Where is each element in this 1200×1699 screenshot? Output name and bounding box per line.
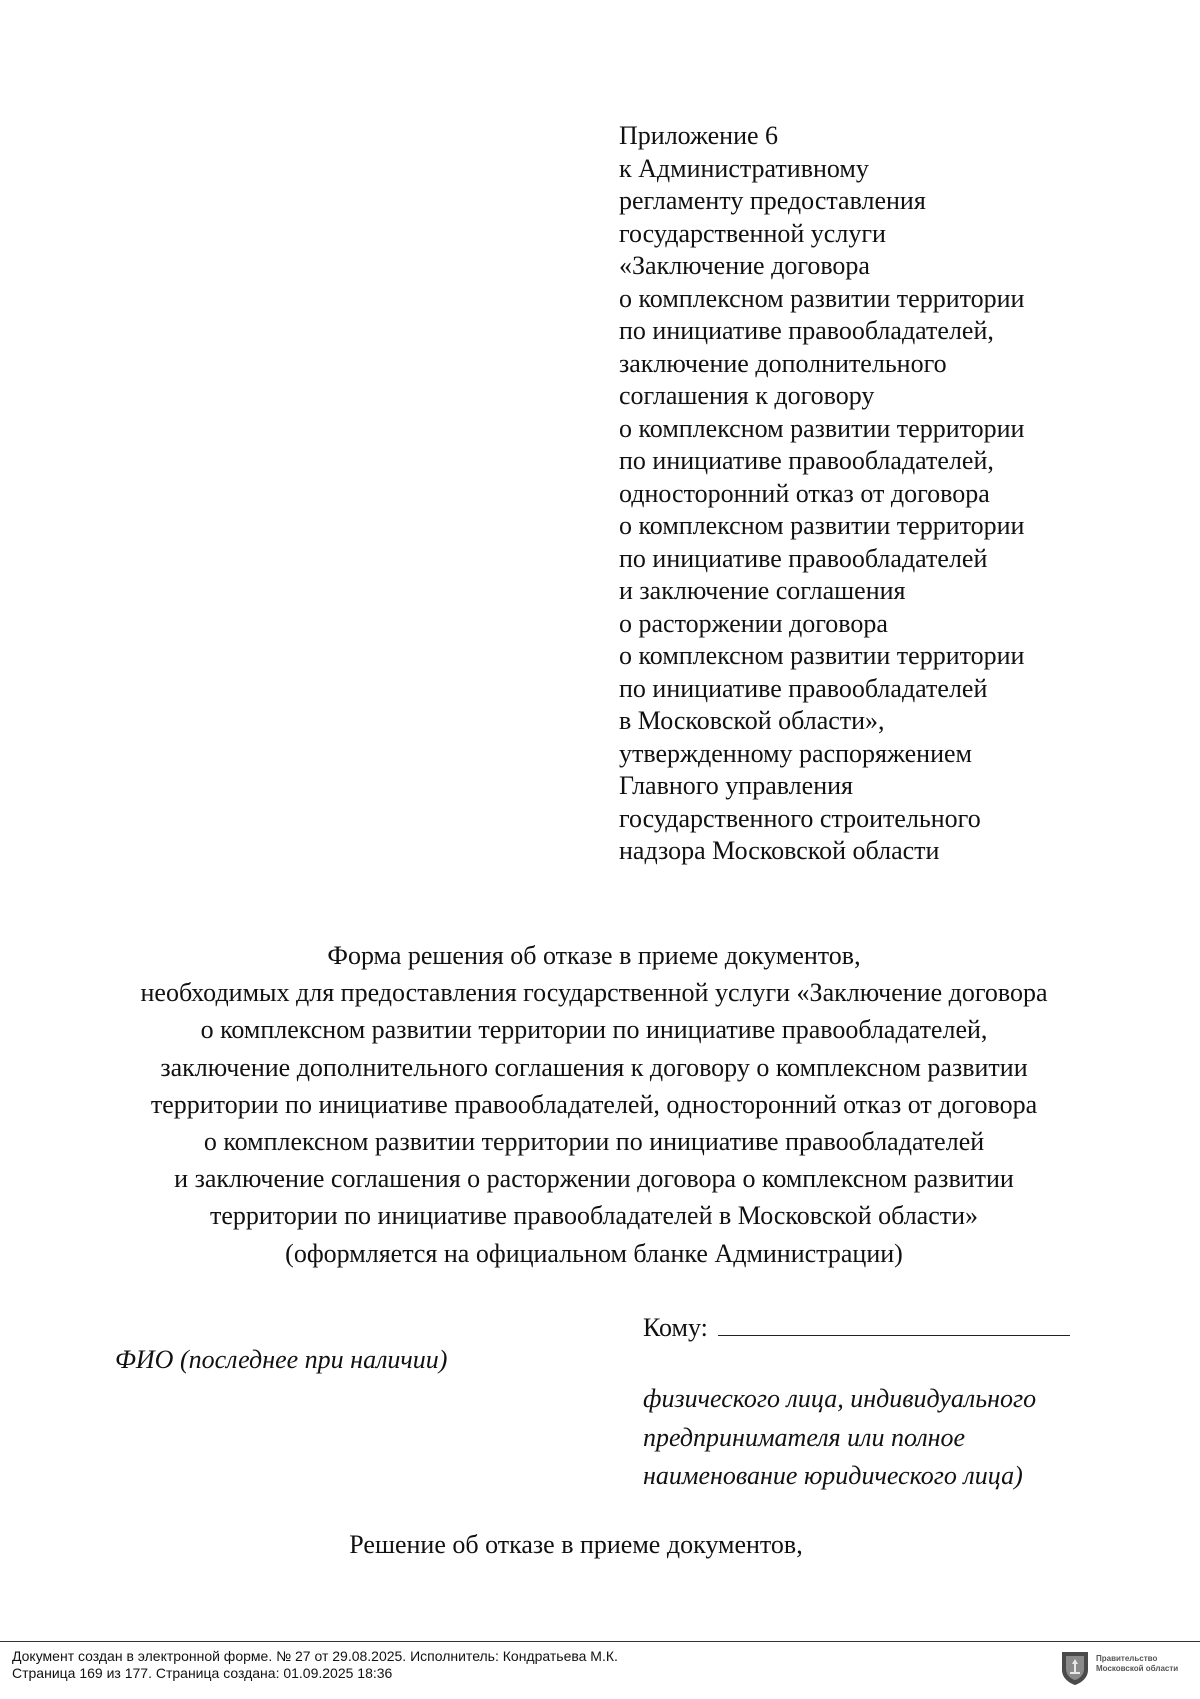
fio-hint: ФИО (последнее при наличии): [115, 1345, 448, 1374]
entity-hint-line: предпринимателя или полное: [643, 1422, 966, 1452]
footer-line-document: Документ создан в электронной форме. № 27 от 29.08.2025. Исполнитель: Кондратьева М.К.: [12, 1648, 618, 1664]
appendix-line: утвержденному распоряжением: [619, 738, 972, 768]
appendix-line: о комплексном развитии территории: [619, 641, 1025, 670]
appendix-line: к Административному: [619, 153, 869, 183]
appendix-line: о комплексном развитии территории: [619, 511, 1025, 540]
appendix-line: заключение дополнительного: [619, 348, 947, 378]
decision-title: [0, 1529, 1200, 1561]
government-logo-text-line: Московской области: [1096, 1664, 1179, 1673]
form-title-line: необходимых для предоставления государственной услуги «Заключение договора: [140, 978, 1048, 1008]
appendix-line: соглашения к договору: [619, 381, 875, 410]
entity-hint-line: наименование юридического лица): [643, 1461, 1023, 1490]
government-logo-text: [1096, 1654, 1178, 1674]
government-logo-text-line: Правительство: [1096, 1654, 1158, 1663]
appendix-line: регламенту предоставления: [619, 186, 926, 215]
appendix-line: государственной услуги: [619, 218, 886, 248]
appendix-line: государственного строительного: [619, 803, 981, 833]
appendix-header: [619, 120, 1139, 868]
form-title-line: Форма решения об отказе в приеме документов,: [327, 941, 861, 970]
form-title-line: территории по инициативе правообладателей, односторонний отказ от договора: [150, 1089, 1038, 1119]
appendix-line: о комплексном развитии территории: [619, 283, 1025, 313]
form-title-line: о комплексном развитии территории по инициативе правообладателей,: [200, 1015, 988, 1045]
appendix-line: Приложение 6: [619, 121, 779, 150]
form-title-line: о комплексном развитии территории по инициативе правообладателей: [203, 1127, 985, 1157]
appendix-line: о комплексном развитии территории: [619, 413, 1025, 443]
appendix-line: в Московской области»,: [619, 706, 885, 735]
form-title: [0, 937, 1200, 1272]
recipient-field: [643, 1307, 1070, 1344]
appendix-line: по инициативе правообладателей: [619, 543, 988, 573]
appendix-line: по инициативе правообладателей,: [619, 316, 994, 345]
entity-hint-line: физического лица, индивидуального: [643, 1384, 1037, 1413]
form-title-line: (оформляется на официальном бланке Администрации): [285, 1238, 903, 1268]
appendix-line: односторонний отказ от договора: [619, 478, 990, 508]
appendix-line: о расторжении договора: [619, 608, 888, 638]
appendix-line: Главного управления: [619, 771, 853, 800]
form-title-line: заключение дополнительного соглашения к договору о комплексном развитии: [160, 1052, 1028, 1082]
form-title-line: и заключение соглашения о расторжении договора о комплексном развитии: [174, 1164, 1014, 1194]
appendix-line: надзора Московской области: [619, 836, 940, 865]
appendix-line: по инициативе правообладателей,: [619, 446, 994, 475]
appendix-line: по инициативе правообладателей: [619, 673, 988, 703]
appendix-line: и заключение соглашения: [619, 576, 906, 605]
footer-line-page: Страница 169 из 177. Страница создана: 01.09.2025 18:36: [12, 1665, 393, 1681]
document-footer: [0, 1641, 1200, 1699]
footer-text: [12, 1648, 618, 1682]
entity-hint: [643, 1380, 1036, 1496]
recipient-blank-line: [718, 1307, 1070, 1336]
moscow-region-emblem-icon: [1060, 1650, 1090, 1686]
recipient-label: Кому:: [643, 1313, 708, 1342]
form-title-line: территории по инициативе правообладателей в Московской области»: [209, 1201, 979, 1231]
appendix-line: «Заключение договора: [619, 251, 870, 280]
decision-title-text: Решение об отказе в приеме документов,: [349, 1530, 803, 1559]
